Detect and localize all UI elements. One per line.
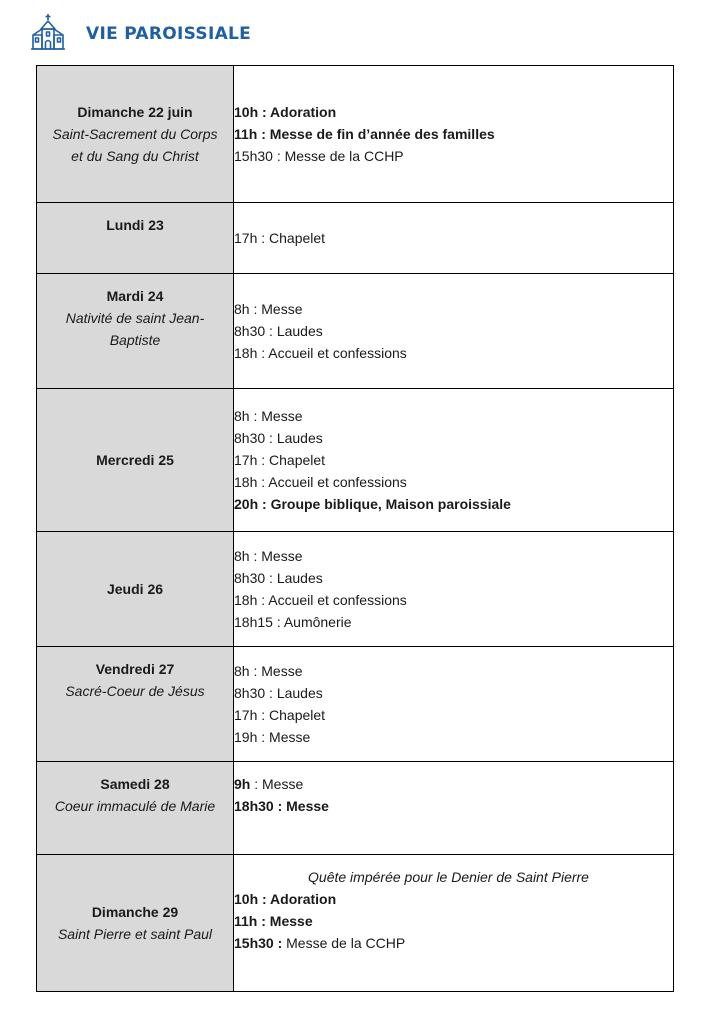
event-line [234, 773, 673, 795]
day-name: Jeudi 26 [106, 581, 164, 597]
event-line: 10h : Adoration [234, 104, 337, 120]
schedule-table [36, 65, 674, 992]
feast-name: Saint-Sacrement du Corps et du Sang du Christ [52, 126, 218, 164]
events-cell [234, 762, 674, 855]
day-cell [37, 203, 234, 274]
events-cell [234, 66, 674, 203]
day-cell [37, 647, 234, 762]
event-line: 8h30 : Laudes [234, 685, 323, 701]
event-label: Messe de la CCHP [286, 935, 406, 951]
event-line: 8h : Messe [234, 408, 303, 424]
day-cell [37, 532, 234, 647]
collection-note: Quête impérée pour le Denier de Saint Pierre [308, 869, 589, 885]
day-name: Mercredi 25 [96, 452, 174, 468]
event-line: 18h15 : Aumônerie [234, 614, 352, 630]
event-line: 8h : Messe [234, 301, 303, 317]
feast-name: Sacré-Coeur de Jésus [65, 683, 205, 699]
event-line: 20h : Groupe biblique, Maison paroissiale [234, 496, 511, 512]
day-cell [37, 762, 234, 855]
feast-name: Saint Pierre et saint Paul [57, 926, 213, 942]
event-label: : Messe [254, 776, 304, 792]
church-icon [30, 13, 66, 56]
events-cell [234, 203, 674, 274]
events-cell [234, 647, 674, 762]
day-name: Dimanche 22 juin [77, 104, 193, 120]
day-name: Lundi 23 [106, 217, 164, 233]
page-title: VIE PAROISSIALE [86, 24, 252, 44]
events-cell [234, 532, 674, 647]
table-row [37, 66, 674, 203]
event-line: 17h : Chapelet [234, 707, 326, 723]
page-header [30, 14, 251, 54]
event-line: 8h : Messe [234, 663, 303, 679]
event-time: 9h [234, 776, 251, 792]
event-line: 17h : Chapelet [234, 452, 326, 468]
event-line: 15h30 : Messe de la CCHP [234, 148, 404, 164]
event-time: 15h30 : [234, 935, 283, 951]
event-line: 19h : Messe [234, 729, 311, 745]
day-cell [37, 389, 234, 532]
event-line: 18h : Accueil et confessions [234, 345, 407, 361]
day-cell [37, 274, 234, 389]
table-row [37, 762, 674, 855]
events-cell [234, 389, 674, 532]
table-row [37, 203, 674, 274]
event-line: 17h : Chapelet [234, 230, 326, 246]
day-cell [37, 855, 234, 992]
feast-name: Coeur immaculé de Marie [54, 798, 216, 814]
event-line [234, 932, 673, 954]
event-line: 11h : Messe de fin d’année des familles [234, 126, 495, 142]
table-row [37, 855, 674, 992]
event-line: 10h : Adoration [234, 891, 337, 907]
event-line: 8h30 : Laudes [234, 323, 323, 339]
day-name: Vendredi 27 [95, 661, 175, 677]
table-row [37, 532, 674, 647]
day-cell [37, 66, 234, 203]
event-line: 11h : Messe [234, 913, 313, 929]
event-line: 8h30 : Laudes [234, 430, 323, 446]
event-line: 8h : Messe [234, 548, 303, 564]
event-line: 18h30 : Messe [234, 798, 329, 814]
day-name: Dimanche 29 [91, 904, 179, 920]
events-cell [234, 274, 674, 389]
table-row [37, 389, 674, 532]
event-line: 18h : Accueil et confessions [234, 474, 407, 490]
event-line: 8h30 : Laudes [234, 570, 323, 586]
day-name: Mardi 24 [106, 288, 164, 304]
table-row [37, 647, 674, 762]
feast-name: Nativité de saint Jean-Baptiste [65, 310, 205, 348]
table-row [37, 274, 674, 389]
event-line: 18h : Accueil et confessions [234, 592, 407, 608]
events-cell [234, 855, 674, 992]
day-name: Samedi 28 [100, 776, 170, 792]
